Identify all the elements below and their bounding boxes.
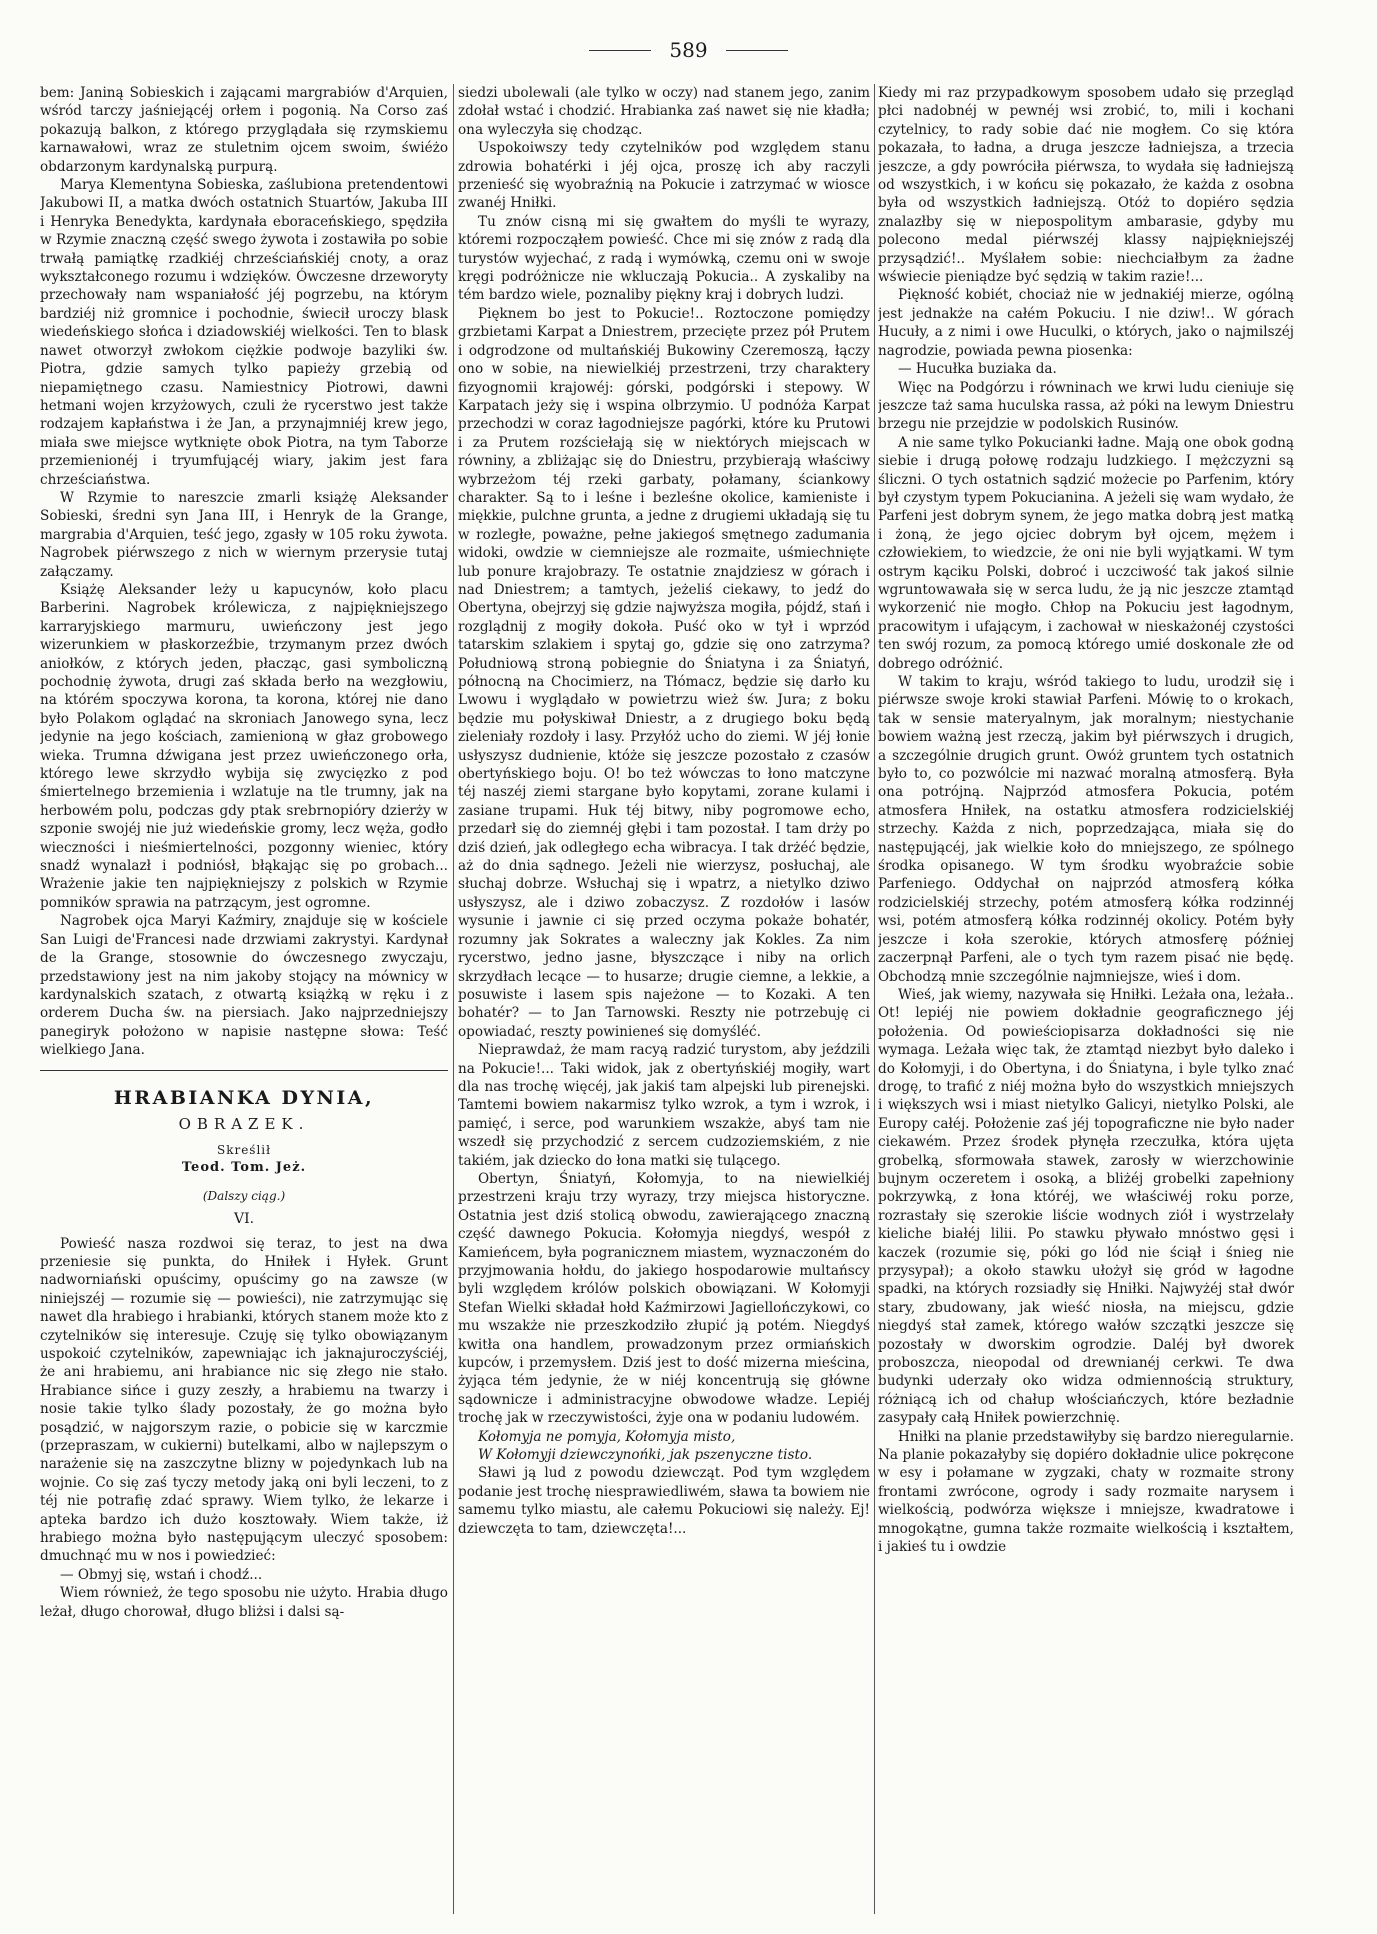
story-paragraph: Piękność kobiét, chociaż nie w jednakiéj mierze, ogólną jest jednakże na całém Pokuciu. I nie dziw!.. W górach Hucuły, a z nimi i owe Huculki, o których, jako o najmilszéj nagrodzie, powiada pewna piosenka: xyxy=(878,287,1294,359)
story-paragraph: — Obmyj się, wstań i chodź... xyxy=(60,1566,263,1583)
article-paragraph: Książę Aleksander leży u kapucynów, koło placu Barberini. Nagrobek królewicza, z najpiękniejszego karraryjskiego marmuru, uwieńczony jest jego wizerunkiem w płaskorzeźbie, trzymanym przez dwóch aniołków, z których jeden, płacząc, gasi symboliczną pochodnię żywota, drugi zaś składa berło na wezgłowiu, na którém spoczywa korona, ta korona, której nie dano było Polakom oglądać na skroniach Janowego syna, lecz jedynie na jego kościach, zamienioną w głaz grobowego wieka. Trumna dźwigana jest przez uwieńczonego orła, którego lewe skrzydło wybija się zwycięzko z pod śmiertelnego brzemienia i wzlatuje na tle trumny, jak na herbowém polu, podczas gdy ptak srebrnopióry dzierży w szponie swojéj nie już wiedeńskie gromy, lecz wężа, godło wieczności i nieśmiertelności, pozgonny wieniec, który snadź wynalazł i podniósł, błąkając się po grobach... Wrażenie jakie ten najpiękniejszy z polskich w Rzymie pomników sprawia na patrzącym, jest ogromne. xyxy=(40,581,448,911)
story-paragraph: Obertyn, Śniatyń, Kołomyja, to na niewielkiéj przestrzeni kraju trzy wyrazy, trzy miejsca historyczne. Ostatnia jest dziś stolicą obwodu, zawierającego znaczną część dawnego Pokucia. Kołomyja niegdyś, wespół z Kamieńcem, była pogranicznem miastem, wyznaczoném do przyjmowania hołdu, do jakiego hospodarowie multańscy byli względem królów polskich obowiązani. W Kołomyji Stefan Wielki składał hołd Kaźmirzowi Jagiellończykowi, co mu wszakże nie przeszkodziło złupić ją potém. Niegdyś kwitła ona handlem, prowadzonym przez ormiańskich kupców, i przemysłem. Dziś jest to dość mizerna mieścina, żyjąca tém jedynie, że w niéj koncentrują się główne sądownicze i administracyjne obwodowe władze. Lepiéj trochę jak w rzeczywistości, żyje ona w podaniu ludowém. xyxy=(458,1170,870,1427)
story-paragraph: A nie same tylko Pokucianki ładne. Mają one obok godną siebie i drugą połowę rodzaju ludzkiego. I mężczyzni są śliczni. O tych ostatnich sądzić możecie po Parfenim, który był czystym typem Pokucianina. A jeżeli się wam wydało, że Parfeni jest dobrym synem, że jego matka dobrą jest matką i żoną, że jego ojciec dobrym był ojcem, mężem i człowiekiem, to wiedzcie, że oni nie byli wyjątkami. W tym ostrym kąciku Polski, dobroć i uczciwość tak jakoś silnie wgruntowawała się w serca ludu, że ją nic jeszcze ztamtąd wykorzenić nie mogło. Chłop na Pokuciu jest łagodnym, pracowitym i ufającym, i zachował w nieskażonéj czystości ten swój rozum, za pomocą którego umié doskonale złe od dobrego odróżnić. xyxy=(878,434,1294,672)
page-header xyxy=(0,38,1377,62)
story-paragraph: Nieprawdaż, że mam racyą radzić turystom, aby jeździli na Pokucie!... Taki widok, jak z obertyńskiéj mogiły, wart dla nas trochę więcéj, jak jakiś tam alpejski lub pirenejski. Tamtemi bowiem nakarmisz tylko wzrok, a tym i wzrok, i pamięć, i serce, pod warunkiem wszakże, abyś tam nie wszedł się przychodzić z sercem cudzoziemskiém, z nie takiém, jak dziecko do łona matki się tulącego. xyxy=(458,1042,870,1169)
folk-song-line: W Kołomyji dziewczynońki, jak pszenyczne tisto. xyxy=(478,1447,813,1464)
header-rule-right xyxy=(726,50,788,51)
column-divider-2 xyxy=(874,84,875,1914)
column-1 xyxy=(40,84,448,1914)
column-3 xyxy=(878,84,1294,1914)
story-byline: Skreślił xyxy=(216,1142,272,1157)
column-divider-1 xyxy=(453,84,454,1914)
story-paragraph: Pięknem bo jest to Pokucie!.. Roztoczone pomiędzy grzbietami Karpat a Dniestrem, przecięte przez pół Prutem i odgrodzone od multańskiéj Bukowiny Czeremoszą, łączy ono w sobie, na niewielkiéj przestrzeni, trzy charaktery fizyognomii krajowéj: górski, podgórski i stepowy. W Karpatach jeży się i wspina olbrzymio. U podnóża Karpat przechodzi w coraz łagodniejsze pagórki, które ku Prutowi i za Prutem rozściełają się w niektórych miejscach w równiny, a zbliżając się do Dniestru, przybierają właściwy wybrzeżom téj rzeki garbaty, połamany, ściankowy charakter. Są to i leśne i bezleśne okolice, kamieniste i miękkie, pulchne grunta, a jedne z drugiemi układają się tu w rozległe, poważne, pełne jakiegoś smętnego zadumania widoki, owdzie w ciemniejsze ale rozmaite, uśmiechnięte lub ponure krajobrazy. Te ostatnie znajdziesz w górach i nad Dniestrem; a tamtych, jeżeliś ciekawy, to jedź do Obertyna, obejrzyj się gdzie najwyższa mogiła, pójdź, stań i rozglądnij z mogiły dokoła. Puść oko w tył i wprzód tatarskim szlakiem i spytaj go, gdzie się ono zatrzyma? Południową stroną pobiegnie do Śniatyna i za Śniatyń, północną na Chocimierz, na Tłómacz, będzie się darło ku Lwowu i wyglądało w powietrzu wież św. Jura; z boku będzie mu połyskiwał Dniestr, a z drugiego boku będą zieleniały rozdoły i lasy. Przyłóż ucho do ziemi. W jéj łonie usłyszysz dudnienie, któże się jeszcze pozostało z czasów obertyńskiego boju. O! bo też wówczas to łono matczyne téj naszéj ziemi stargane było kopytami, zorane kulami i zasiane trupami. Huk téj bitwy, niby pogromowe echo, przedarł się do ziemnéj głębi i tam pozostał. I tam drży po dziś dzień, jak odległego echa wibracya. I tak drżéć będzie, aż do dnia sądnego. Jeżeli nie wierzysz, posłuchaj, ale słuchaj dobrze. Wsłuchaj się i wpatrz, a nietylko dziwo usłyszysz, ale i dziwo zobaczysz. Z rozdołów i lasów wysunie i jawnie ci się przed oczyma pokaże bohatér, rozumny jak Sokrates a waleczny jak Kokles. Za nim rycerstwo, jedno jasne, błyszczące i niby na orlich skrzydłach lecące — to husarze; drugie ciemne, a lekkie, a posuwiste i lasem spis najeżone — to Kozaki. A ten bohatér? — to Jan Tarnowski. Reszty nie potrzebuję ci opowiadać, reszty powinieneś się domyśléć. xyxy=(458,305,870,1040)
story-paragraph: Wiem również, że tego sposobu nie użyto. Hrabia długo leżał, długo chorował, długo bliżsi i dalsi są- xyxy=(40,1585,448,1620)
story-paragraph: Kiedy mi raz przypadkowym sposobem udało się przegląd płci nadobnéj w pewnéj wsi zrobić, to, mili i kochani czytelnicy, to rady sobie dać nie mogłem. Co się która pokazała, to ładna, a druga jeszcze ładniejsza, a trzecia jeszcze, a gdy powróciła piérwsza, to wydała się ładniejszą od wszystkich, i w końcu się pokazało, że każda z osobna była od wszystkich ładniejszą. Otóż to dopiéro sędzia znalazłby się w niepospolitym ambarasie, gdyby mu polecono medal piérwszéj klassy najpiękniejszéj przysądzić!.. Myślałem sobie: niechciałbym za żadne wświecie pieniądze być sędzią w takim razie!... xyxy=(878,85,1294,286)
folk-song-line: Kołomyja ne pomyja, Kołomyja misto, xyxy=(478,1428,736,1445)
story-paragraph: Uspokoiwszy tedy czytelników pod względem stanu zdrowia bohatérki i jéj ojca, proszę ich aby raczyli przenieść się wyobraźnią na Pokucie i zatrzymać w wiosce zwanéj Hniłki. xyxy=(458,140,870,212)
article-paragraph: Marya Klementyna Sobieska, zaślubiona pretendentowi Jakubowi II, a matka dwóch ostatnich Stuartów, Jakuba III i Henryka Benedykta, kardynała eboraceńskiego, spędziła w Rzymie znaczną część swego żywota i zostawiła po sobie trwałą pamiątkę rzadkiéj chrześciańskiéj cnoty, a oraz wykształconego rozumu i wdzięków. Ówczesne drzeworyty przechowały nam wspaniałość jéj pogrzebu, na którym bardziéj niż gromnice i pochodnie, świecił uroczy blask wiedeńskiego słońca i dziadowskiéj wielkości. Ten to blask nawet otworzył zwłokom ciężkie podwoje bazyliki św. Piotra, gdzie samych tylko papieży grzebią od niepamiętnego czasu. Namiestnicy Piotrowi, dawni hetmani wojen krzyżowych, czuli że rycerstwo jest także rodzajem kapłaństwa i że Jan, a przynajmniéj krew jego, miała swe miejsce wytknięte obok Piotra, na tym Taborze przemienionéj i tryumfującéj wiary, jakim jest fara chrześciaństwa. xyxy=(40,177,448,488)
article-paragraph: Nagrobek ojca Maryi Kaźmiry, znajduje się w kościele San Luigi de'Francesi nade drzwiami zakrystyi. Kardynał de la Grange, stosownie do ówczesnego zwyczaju, przedstawiony jest na nim jakoby stojący na mównicy w kardynalskich szatach, z otwartą książką w ręku i z orderem Ducha św. na piersiach. Jako najprzedniejszy panegiryk położono w napisie następne słowa: Teść wielkiego Jana. xyxy=(40,913,448,1059)
column-2 xyxy=(458,84,870,1914)
story-author: Teod. Tom. Jeż. xyxy=(181,1159,307,1175)
story-heading xyxy=(40,1085,448,1229)
story-paragraph: Powieść nasza rozdwoi się teraz, to jest na dwa przeniesie się punkta, do Hniłek i Hyłek. Grunt nadworniański opuścimy, opuścimy go na zawsze (w niniejszéj — rozumie się — powieści), nie zatrzymując się nawet dla hrabiego i hrabianki, których stanem może kto z czytelników się interesuje. Czuję się tylko obowiązanym uspokoić czytelników, zapewniając ich jaknajuroczyściéj, że ani hrabiemu, ani hrabiance nic się złego nie stało. Hrabiance sińce i guzy zeszły, a hrabiemu na twarzy i nosie takie tylko ślady pozostały, że go można było posądzić, w najgorszym razie, o pobicie się w karczmie (przepraszam, w cukierni) butelkami, albo w najlepszym o narażenie się na zaszczytne blizny w pojedynkach lub na wojnie. Co się zaś tyczy metody jaką oni byli leczeni, to z téj nie potrafię zdać sprawy. Wiem tylko, że lekarze i apteka bardzo ich dużo kosztowały. Wiem także, iż hrabiego można było następującym uleczyć sposobem: dmuchnąć mu w nos i powiedzieć: xyxy=(40,1235,448,1565)
story-paragraph: Więc na Podgórzu i równinach we krwi ludu cieniuje się jeszcze taż sama huculska rassa, aż póki na lewym Dniestru brzegu nie przejdzie w podolskich Rusinów. xyxy=(878,379,1294,433)
story-paragraph: Hniłki na planie przedstawiłyby się bardzo nieregularnie. Na planie pokazałyby się dopiéro dokładnie ulice pokręcone w esy i połamane w zygzaki, chaty w rozmaite strony frontami zwrócone, ogrody i sady rozmaite narysem i wielkością, podwórza większe i mniejsze, kwadratowe i mnogokątne, gumna także rozmaite wielkością i kształtem, i jakieś tu i owdzie xyxy=(878,1428,1294,1556)
section-rule xyxy=(40,1070,448,1071)
article-paragraph: W Rzymie to nareszcie zmarli książę Aleksander Sobieski, średni syn Jana III, i Henryk de la Grange, margrabia d'Arquien, teść jego, zgasły w 105 roku żywota. Nagrobek piérwszego z nich w wiernym przerysie tutaj załączamy. xyxy=(40,489,448,580)
story-paragraph: W takim to kraju, wśród takiego to ludu, urodził się i piérwsze swoje kroki stawiał Parfeni. Mówię to o krokach, tak w sensie materyalnym, jak moralnym; niestychanie bowiem ważną jest rzeczą, jakim był piérwszych i drugich, a szczególnie drugich grunt. Owóż gruntem tych ostatnich było to, co pozwólcie mi nazwać moralną atmosferą. Była ona potrójną. Najprzód atmosfera Pokucia, potém atmosfera Hniłek, na ostatku atmosfera rodzicielskiéj strzechy. Każda z nich, poprzedzająca, miała się do następującéj, jak wielkie koło do mniejszego, ze spólnego środka opisanego. W tym środku wyobraźcie sobie Parfeniego. Oddychał on najprzód atmosferą kółka rodzicielskiéj strzechy, potém atmosferą kółka rodzinnéj wsi, potém atmosferą kółka rodzinnéj okolicy. Potém były jeszcze i koła szerokie, których atmosferę później zaczerpnął Parfeni, ale o tych tym razem pisać nie będę. Obchodzą mnie szczególnie najmniejsze, wieś i dom. xyxy=(878,674,1294,985)
story-paragraph: Tu znów cisną mi się gwałtem do myśli te wyrazy, któremi rozpocząłem powieść. Chce mi się znów z radą dla turystów wyjechać, z radą i wymówką, czemu oni w swoje kręgi podróżnicze nie wkluczają Pokucia.. A zyskaliby na tém bardzo wiele, poznaliby piękny kraj i dobrych ludzi. xyxy=(458,213,870,304)
story-paragraph: Sławi ją lud z powodu dziewcząt. Pod tym względem podanie jest trochę niesprawiedliwém, sława ta bowiem nie samemu tylko miastu, ale całemu Pokuciowi się należy. Ej! dziewczęta to tam, dziewczęta!... xyxy=(458,1465,870,1537)
header-rule-left xyxy=(589,50,651,51)
story-title: HRABIANKA DYNIA, xyxy=(113,1086,375,1109)
article-paragraph: bem: Janiną Sobieskich i zającami margrabiów d'Arquien, wśród tarczy jaśniejącéj orłem i pogonią. Na Corso zaś pokazują balkon, z którego przyglądała się rzymskiemu karnawałowi, wraz ze stuletnim ojcem swoim, świéżo obdarzonym kardynalską purpurą. xyxy=(40,85,448,175)
story-paragraph: siedzi ubolewali (ale tylko w oczy) nad stanem jego, zanim zdołał wstać i chodzić. Hrabianka zaś nawet się nie kładła; ona wyleczyła się chodząc. xyxy=(458,85,870,138)
story-continued: (Dalszy ciąg.) xyxy=(202,1188,286,1203)
page-number: 589 xyxy=(669,38,708,62)
story-paragraph: Wieś, jak wiemy, nazywała się Hniłki. Leżała ona, leżała.. Ot! lepiéj nie powiem dokładnie geograficznego jéj położenia. Od powieściopisarza dokładności się nie wymaga. Leżała więc tak, że ztamtąd niezbyt było daleko i do Kołomyji, i do Obertyna, i do Śniatyna, i byle tylko znać drogę, to trafić z niéj można było do wszystkich mniejszych i większych wsi i miast nietylko Galicyi, nietylko Polski, ale Europy całéj. Położenie zaś jéj topograficzne nie było nader ciekawém. Przez środek płynęła rzeczułka, która ujęta grobelką, sformowała stawek, zarosły w wierzchowinie bujnym oczeretem i osoką, a bliżéj grobelki zapełniony pokrzywką, z łona któréj, we właściwéj roku porze, rozrastały się szerokie liście wodnych ziół i wystrzelały kieliche białéj lilii. Po stawku pływało mnóstwo gęsi i kaczek (rozumie się, póki go lód nie ściął i śnieg nie przysypał); a około stawku ułożył się gród w łagodne spadki, na których rozsiadły się Hniłki. Najwyżéj stał dwór stary, zbudowany, jak wieść niosła, na miejscu, gdzie niegdyś stał zamek, którego wałów szczątki jeszcze się pozostały w dworskim ogrodzie. Daléj był dworek proboszcza, nieopodal od drewnianéj cerkwi. Te dwa budynki uderzały oko widza odmiennością struktury, różniącą ich od chałup włościańczych, które bezładnie zasypały całą Hniłek powierzchnię. xyxy=(878,986,1294,1427)
chapter-number: VI. xyxy=(233,1210,255,1227)
song-quote: — Hucułka buziaka da. xyxy=(898,361,1057,378)
story-subtitle: OBRAZEK. xyxy=(178,1114,310,1133)
